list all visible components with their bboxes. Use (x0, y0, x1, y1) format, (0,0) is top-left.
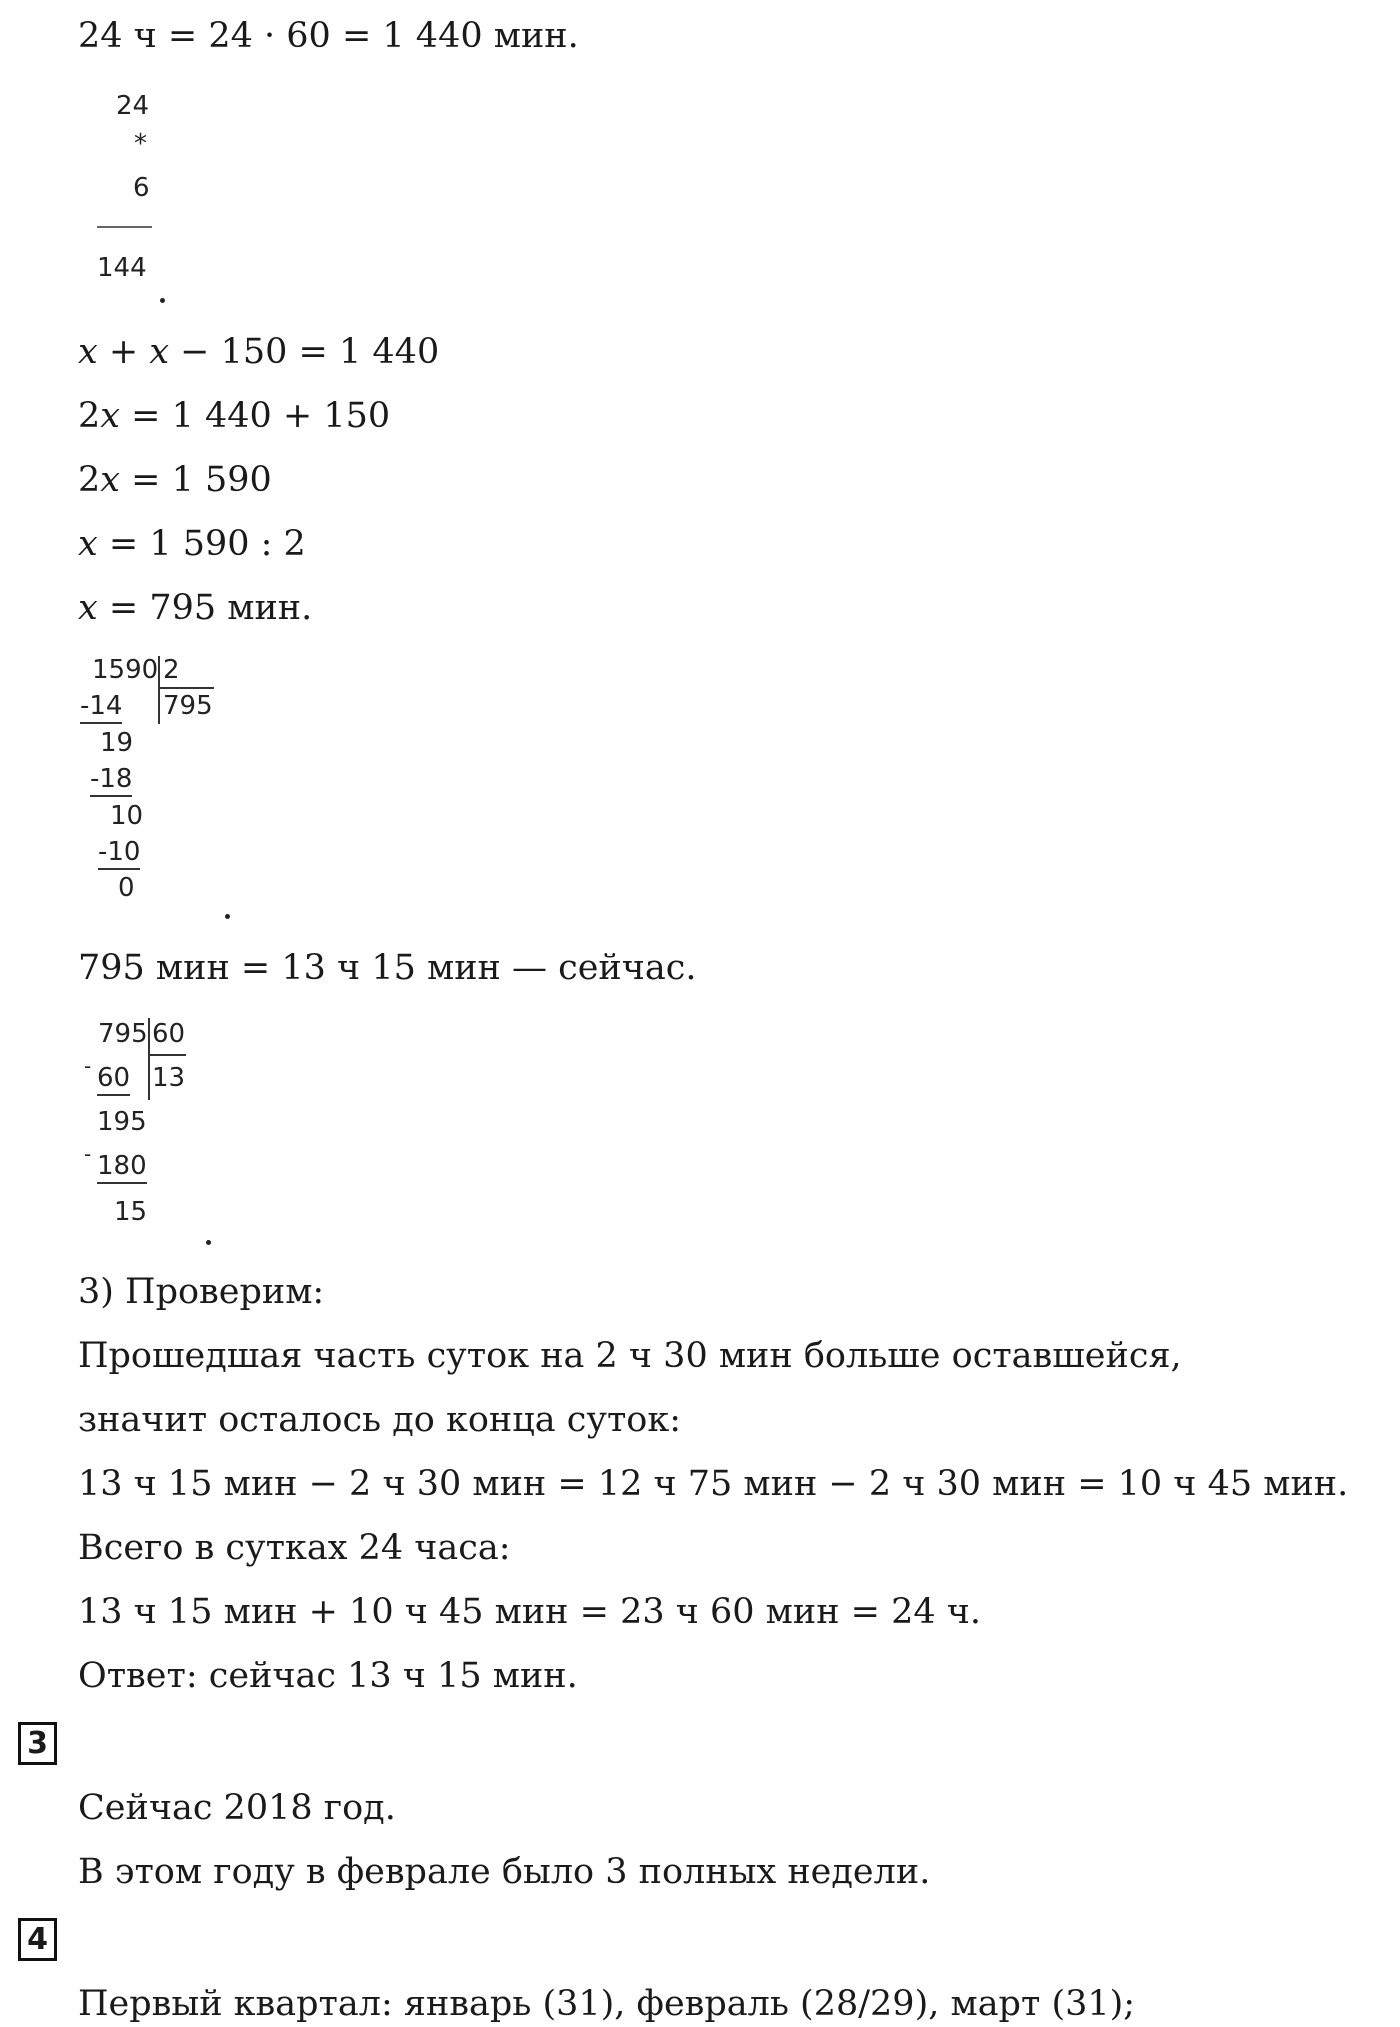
division2-minus: - (84, 1142, 92, 1166)
division2-bar (148, 1018, 150, 1100)
division-bar (158, 656, 160, 724)
equation-line: 𝑥 = 1 590 : 2 (78, 524, 306, 564)
task-number-badge: 4 (18, 1918, 57, 1961)
division-step: -18 (90, 763, 132, 797)
mult-operator: * (134, 129, 147, 159)
check-heading: 3) Проверим: (78, 1272, 325, 1312)
division2-dividend: 795 (98, 1019, 148, 1049)
check-line: значит осталось до конца суток: (78, 1400, 682, 1440)
check-line: 13 ч 15 мин + 10 ч 45 мин = 23 ч 60 мин = 24 ч. (78, 1592, 982, 1632)
division-dividend: 1590 (92, 655, 159, 685)
answer-line: Ответ: сейчас 13 ч 15 мин. (78, 1656, 578, 1696)
task3-line: В этом году в феврале было 3 полных недели. (78, 1852, 931, 1892)
division2-quotient-rule (149, 1054, 186, 1056)
division-step: 0 (118, 873, 135, 903)
equation-line: 𝑥 + 𝑥 − 150 = 1 440 (78, 332, 440, 372)
check-line: Прошедшая часть суток на 2 ч 30 мин больше оставшейся, (78, 1336, 1182, 1376)
equation-line: 2𝑥 = 1 440 + 150 (78, 396, 391, 436)
task4-line: Первый квартал: январь (31), февраль (28/29), март (31); (78, 1984, 1136, 2024)
conversion-line: 24 ч = 24 · 60 = 1 440 мин. (78, 16, 579, 56)
division2-step: 195 (97, 1107, 147, 1137)
mult-factor-a: 24 (116, 91, 150, 121)
period-dot (206, 1240, 211, 1245)
division2-minus: - (84, 1054, 92, 1078)
division-divisor: 2 (163, 655, 180, 685)
division2-step: 60 (97, 1062, 130, 1096)
division-quotient: 795 (163, 691, 213, 721)
conversion-statement: 795 мин = 13 ч 15 мин — сейчас. (78, 948, 697, 988)
task3-line: Сейчас 2018 год. (78, 1788, 396, 1828)
equation-line: 2𝑥 = 1 590 (78, 460, 272, 500)
division2-step: 15 (114, 1197, 148, 1227)
division-step: -10 (98, 836, 140, 870)
division-step: 10 (110, 801, 144, 831)
division-step: 19 (100, 728, 134, 758)
division-step: -14 (80, 690, 122, 724)
division2-step: 180 (97, 1150, 147, 1184)
mult-factor-b: 6 (133, 173, 150, 203)
division-quotient-rule (159, 687, 214, 689)
mult-rule (97, 226, 152, 228)
check-line: 13 ч 15 мин − 2 ч 30 мин = 12 ч 75 мин − 2 ч 30 мин = 10 ч 45 мин. (78, 1464, 1349, 1504)
period-dot (225, 914, 230, 919)
check-line: Всего в сутках 24 часа: (78, 1528, 511, 1568)
equation-line: 𝑥 = 795 мин. (78, 588, 313, 628)
division2-quotient: 13 (152, 1063, 186, 1093)
division2-divisor: 60 (152, 1019, 186, 1049)
task-number-badge: 3 (18, 1722, 57, 1765)
period-dot (160, 298, 165, 303)
mult-result: 144 (97, 253, 147, 283)
